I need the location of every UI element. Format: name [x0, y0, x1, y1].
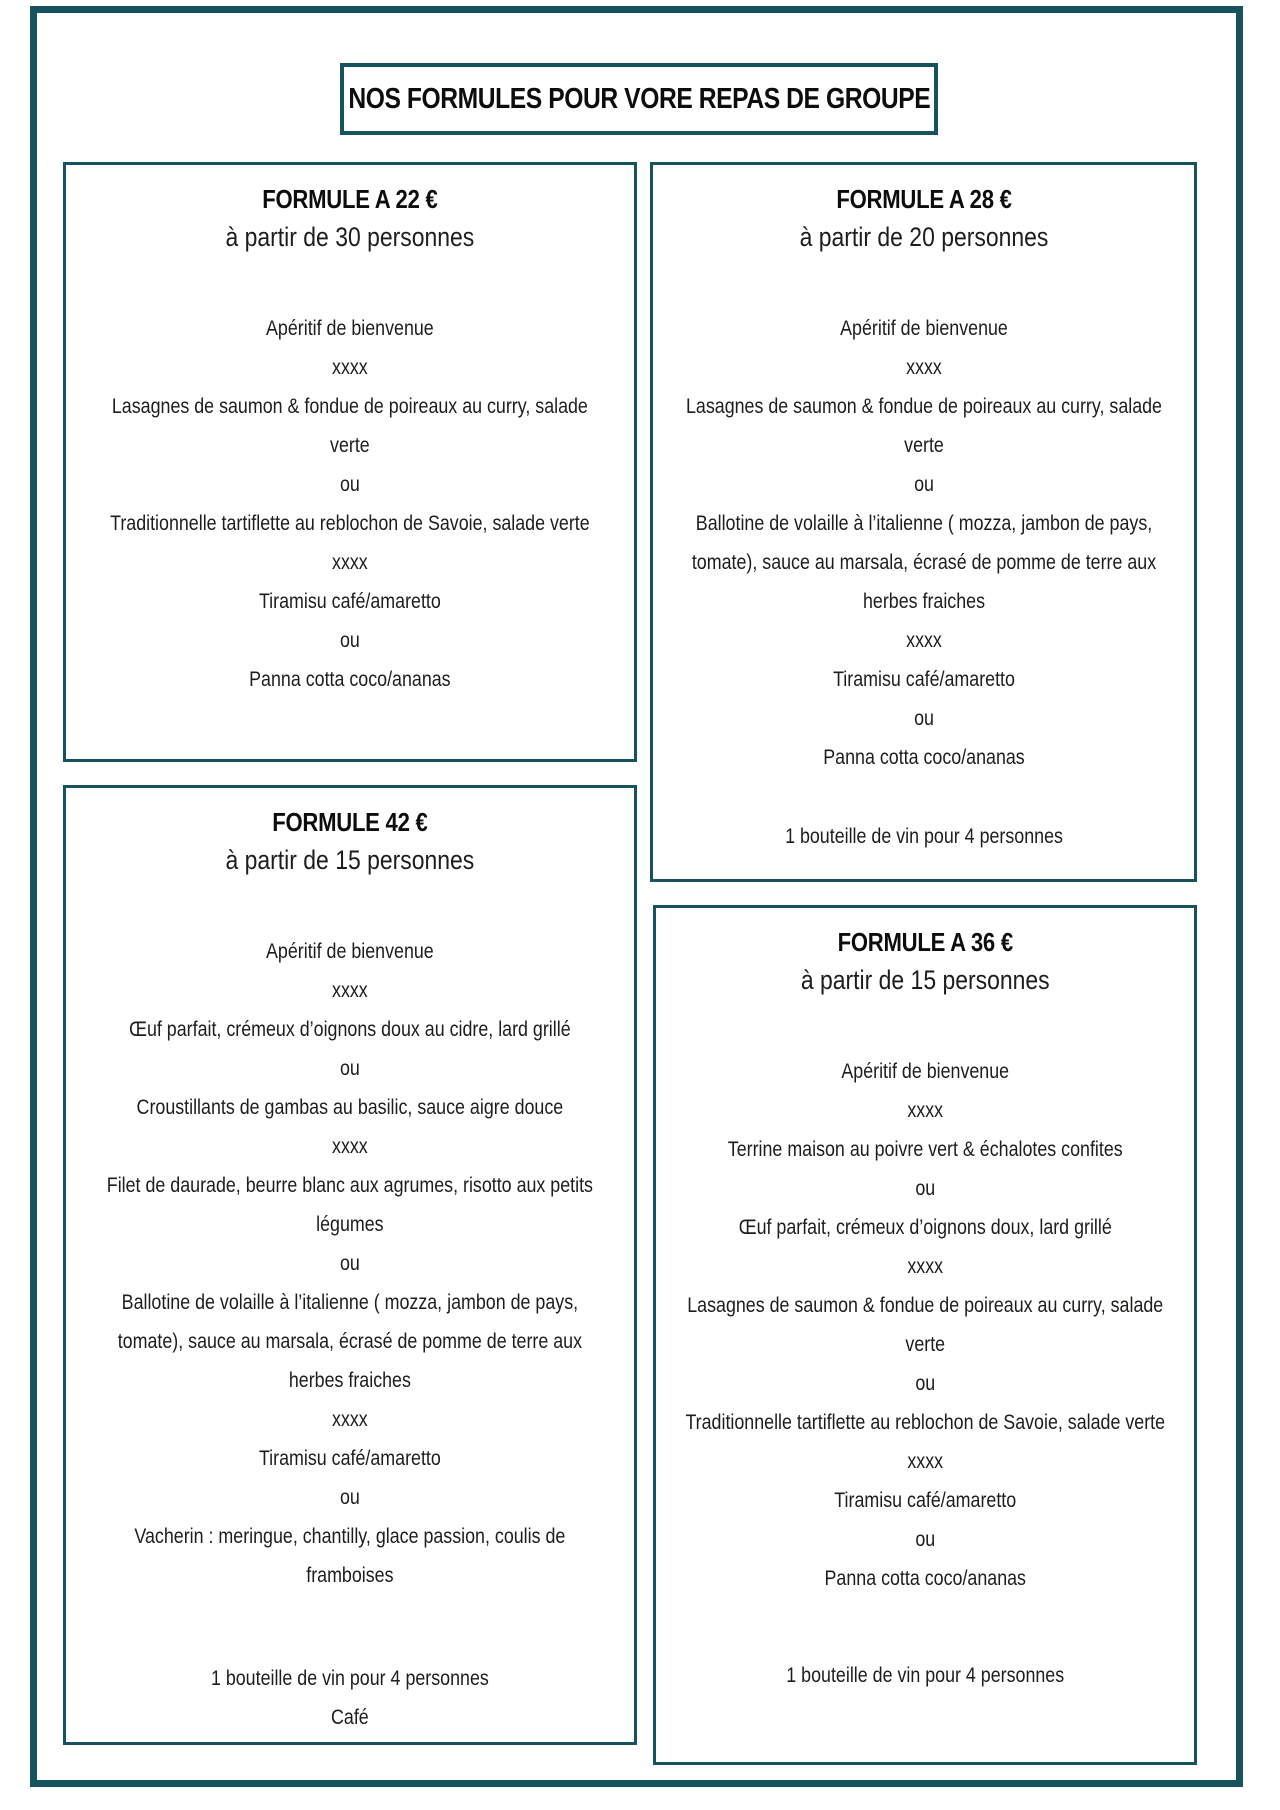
menu-line: Traditionnelle tartiflette au reblochon de Savoie, salade verte	[685, 1411, 1165, 1434]
menu-line: Apéritif de bienvenue	[839, 317, 1008, 340]
menu-line: 1 bouteille de vin pour 4 personnes	[211, 1667, 489, 1690]
formula-subtitle: à partir de 30 personnes	[225, 222, 475, 252]
menu-line: Café	[331, 1706, 369, 1729]
formula-menu	[677, 309, 1170, 777]
formula-footer	[677, 817, 1170, 856]
formula-card-content	[680, 924, 1170, 1695]
menu-line: 1 bouteille de vin pour 4 personnes	[784, 825, 1063, 848]
menu-line: Filet de daurade, beurre blanc aux agrumes, risotto aux petits légumes	[106, 1174, 594, 1236]
menu-line: Apéritif de bienvenue	[266, 317, 434, 340]
menu-line: Panna cotta coco/ananas	[822, 746, 1025, 769]
formula-subtitle: à partir de 15 personnes	[225, 845, 475, 875]
menu-line: xxxx	[332, 979, 368, 1002]
menu-line: ou	[913, 707, 934, 730]
formula-title: FORMULE 42 €	[272, 807, 428, 837]
menu-line: Apéritif de bienvenue	[841, 1060, 1009, 1083]
formula-footer	[680, 1656, 1170, 1695]
menu-line: ou	[340, 1057, 360, 1080]
formula-card-content	[677, 181, 1170, 856]
page-title: NOS FORMULES POUR VORE REPAS DE GROUPE	[348, 82, 930, 115]
menu-line: Panna cotta coco/ananas	[824, 1567, 1026, 1590]
menu-line: xxxx	[907, 1099, 943, 1122]
menu-line: Tiramisu café/amaretto	[834, 1489, 1016, 1512]
menu-line: xxxx	[332, 551, 368, 574]
menu-line: Ballotine de volaille à l’italienne ( mozza, jambon de pays, tomate), sauce au marsala, écrasé de pomme de terre aux herbes fraiches	[691, 512, 1156, 613]
menu-line: ou	[340, 629, 360, 652]
formula-title: FORMULE A 28 €	[835, 184, 1012, 214]
formula-title: FORMULE A 36 €	[837, 927, 1013, 957]
menu-line: Traditionnelle tartiflette au reblochon de Savoie, salade verte	[110, 512, 590, 535]
menu-line: ou	[913, 473, 934, 496]
menu-line: Lasagnes de saumon & fondue de poireaux au curry, salade verte	[685, 395, 1162, 457]
menu-line: ou	[915, 1177, 935, 1200]
formula-title: FORMULE A 22 €	[262, 184, 438, 214]
formula-card-36	[653, 905, 1197, 1765]
formula-card-content	[90, 804, 610, 1737]
menu-line: Panna cotta coco/ananas	[249, 668, 451, 691]
menu-line: xxxx	[332, 1408, 368, 1431]
menu-line: Tiramisu café/amaretto	[832, 668, 1015, 691]
formula-card-42	[63, 785, 637, 1745]
menu-line: ou	[915, 1372, 935, 1395]
title-box	[340, 63, 938, 135]
menu-line: Terrine maison au poivre vert & échalotes confites	[727, 1138, 1123, 1161]
menu-line: Lasagnes de saumon & fondue de poireaux au curry, salade verte	[687, 1294, 1164, 1356]
formula-menu	[90, 309, 610, 699]
menu-line: Lasagnes de saumon & fondue de poireaux au curry, salade verte	[112, 395, 589, 457]
formula-subtitle: à partir de 15 personnes	[800, 965, 1050, 995]
menu-line: Œuf parfait, crémeux d’oignons doux, lard grillé	[738, 1216, 1112, 1239]
menu-line: xxxx	[905, 356, 942, 379]
menu-line: xxxx	[905, 629, 942, 652]
formula-subtitle: à partir de 20 personnes	[799, 222, 1048, 252]
menu-line: 1 bouteille de vin pour 4 personnes	[786, 1664, 1064, 1687]
menu-line: xxxx	[907, 1255, 943, 1278]
menu-line: ou	[340, 1252, 360, 1275]
menu-line: Tiramisu café/amaretto	[259, 1447, 441, 1470]
menu-line: xxxx	[907, 1450, 943, 1473]
menu-line: Tiramisu café/amaretto	[259, 590, 441, 613]
menu-line: xxxx	[332, 356, 368, 379]
formula-card-28	[650, 162, 1197, 882]
menu-line: ou	[915, 1528, 935, 1551]
menu-line: xxxx	[332, 1135, 368, 1158]
menu-line: Apéritif de bienvenue	[266, 940, 434, 963]
formula-menu	[90, 932, 610, 1595]
menu-line: ou	[340, 1486, 360, 1509]
formula-menu	[680, 1052, 1170, 1598]
formula-card-22	[63, 162, 637, 762]
formula-footer	[90, 1659, 610, 1737]
menu-line: ou	[340, 473, 360, 496]
formula-card-content	[90, 181, 610, 699]
menu-line: Œuf parfait, crémeux d’oignons doux au cidre, lard grillé	[129, 1018, 571, 1041]
menu-line: Vacherin : meringue, chantilly, glace passion, coulis de framboises	[134, 1525, 566, 1587]
menu-line: Ballotine de volaille à l’italienne ( mozza, jambon de pays, tomate), sauce au marsala, écrasé de pomme de terre aux herbes fraiches	[117, 1291, 583, 1392]
menu-line: Croustillants de gambas au basilic, sauce aigre douce	[136, 1096, 564, 1119]
